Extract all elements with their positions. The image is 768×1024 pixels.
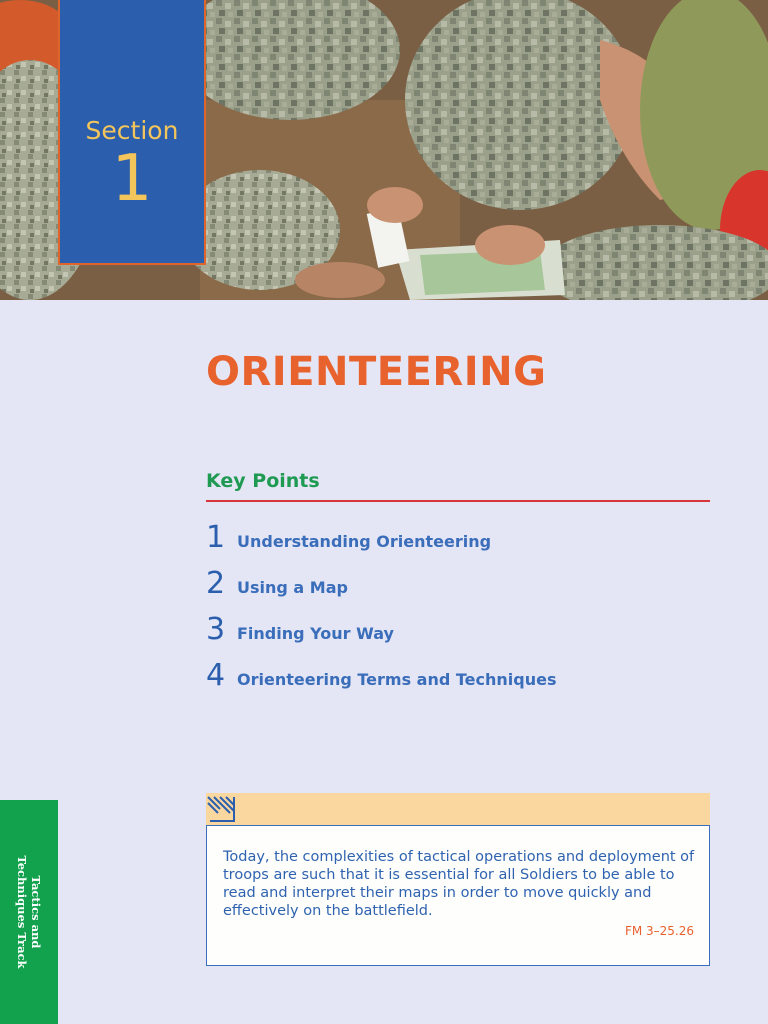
key-point-label: Using a Map bbox=[237, 578, 348, 597]
track-tab bbox=[0, 800, 58, 1024]
track-tab-line-2: Techniques Track bbox=[15, 855, 29, 969]
key-point-label: Orienteering Terms and Techniques bbox=[237, 670, 557, 689]
key-point-item bbox=[206, 520, 556, 566]
key-point-item bbox=[206, 566, 556, 612]
key-point-number: 1 bbox=[206, 520, 226, 555]
key-point-number: 2 bbox=[206, 566, 226, 601]
quote-box bbox=[206, 825, 710, 966]
key-point-item bbox=[206, 658, 556, 704]
key-point-item bbox=[206, 612, 556, 658]
track-tab-label bbox=[15, 855, 43, 968]
key-point-number: 3 bbox=[206, 612, 226, 647]
quote-text: Today, the complexities of tactical operations and deployment of troops are such that it is essential for all Soldiers to be able to read and interpret their maps in order to move quickly and effectively on the battlefield. bbox=[223, 849, 695, 919]
key-point-label: Finding Your Way bbox=[237, 624, 394, 643]
key-point-label: Understanding Orienteering bbox=[237, 532, 492, 551]
quote-header-bar bbox=[206, 793, 710, 825]
section-word: Section bbox=[85, 116, 179, 145]
quote-stripes-icon bbox=[206, 793, 238, 825]
key-points-divider bbox=[206, 500, 710, 502]
quote-source: FM 3–25.26 bbox=[624, 924, 694, 938]
key-points-heading: Key Points bbox=[206, 470, 320, 492]
track-tab-line-1: Tactics and bbox=[29, 875, 43, 949]
section-number: 1 bbox=[111, 142, 153, 216]
key-points-list bbox=[206, 520, 556, 704]
page-title: ORIENTEERING bbox=[206, 349, 547, 395]
key-point-number: 4 bbox=[206, 658, 226, 693]
section-badge bbox=[58, 0, 206, 265]
